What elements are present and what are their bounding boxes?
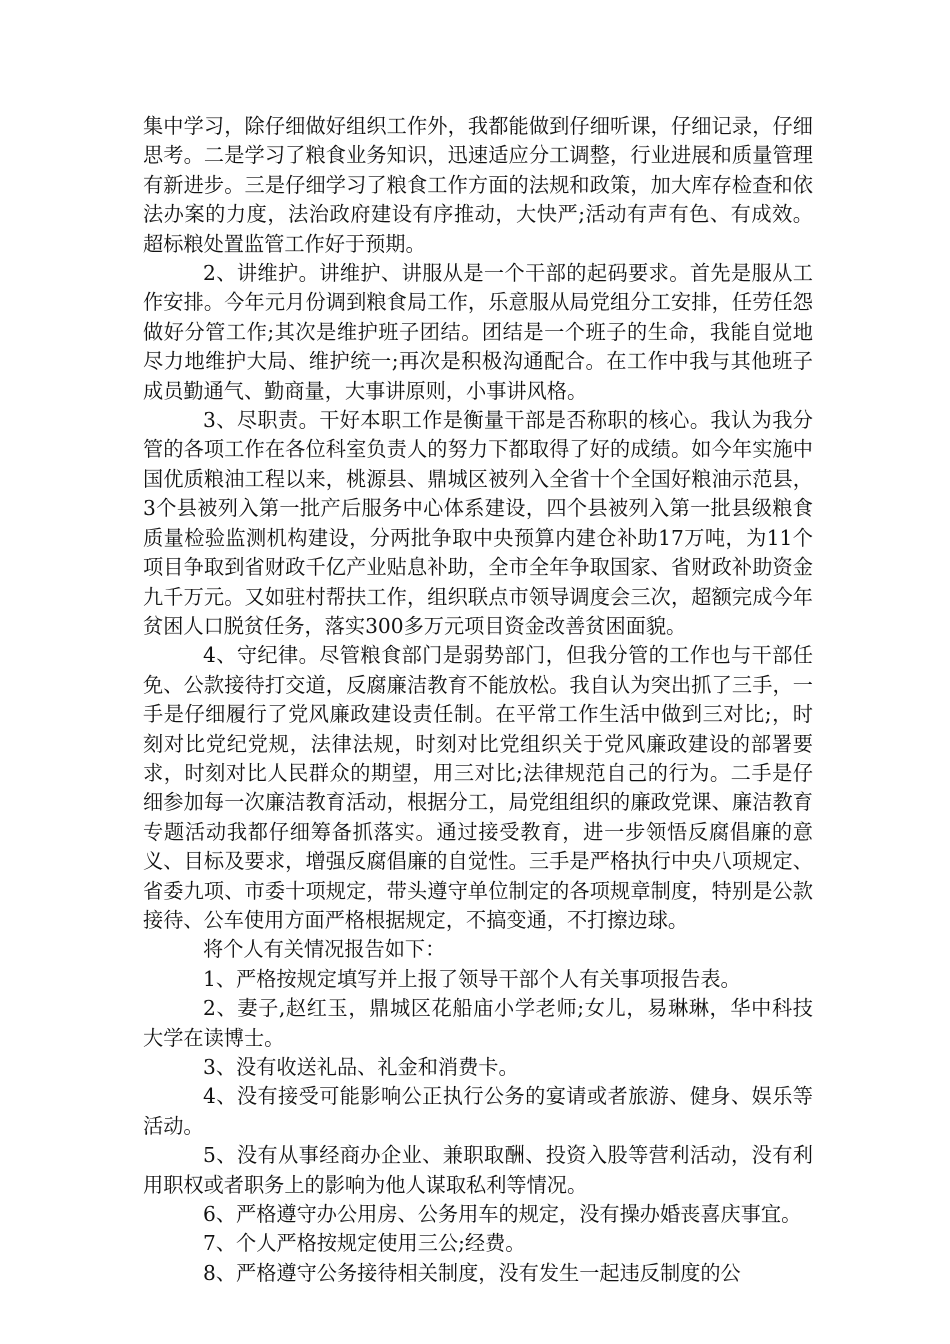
document-body [143,112,813,1288]
paragraph-continuation: 集中学习，除仔细做好组织工作外，我都能做到仔细听课，仔细记录，仔细思考。二是学习了粮食业务知识，迅速适应分工调整，行业进展和质量管理有新进步。三是仔细学习了粮食工作方面的法规和政策，加大库存检查和依法办案的力度，法治政府建设有序推动，大快严;活动有声有色、有成效。超标粮处置监管工作好于预期。 [143,114,813,256]
report-item-5: 5、没有从事经商办企业、兼职取酬、投资入股等营利活动，没有利用职权或者职务上的影响为他人谋取私利等情况。 [143,1143,813,1197]
paragraph-report-intro: 将个人有关情况报告如下： [203,937,446,962]
report-item-3: 3、没有收送礼品、礼金和消费卡。 [203,1055,519,1079]
report-item-8: 8、严格遵守公务接待相关制度，没有发生一起违反制度的公 [203,1260,741,1285]
report-item-7: 7、个人严格按规定使用三公;经费。 [203,1231,526,1256]
report-item-6: 6、严格遵守办公用房、公务用车的规定，没有操办婚丧喜庆事宜。 [203,1202,802,1227]
report-item-4: 4、没有接受可能影响公正执行公务的宴请或者旅游、健身、娱乐等活动。 [143,1084,813,1138]
paragraph-jiang-weihu: 2、讲维护。讲维护、讲服从是一个干部的起码要求。首先是服从工作安排。今年元月份调到粮食局工作，乐意服从局党组分工安排，任劳任怨做好分管工作;其次是维护班子团结。团结是一个班子的生命，我能自觉地尽力地维护大局、维护统一;再次是积极沟通配合。在工作中我与其他班子成员勤通气、勤商量，大事讲原则，小事讲风格。 [143,261,813,403]
report-item-1: 1、严格按规定填写并上报了领导干部个人有关事项报告表。 [203,966,741,991]
paragraph-shou-jilv: 4、守纪律。尽管粮食部门是弱势部门，但我分管的工作也与干部任免、公款接待打交道，反腐廉洁教育不能放松。我自认为突出抓了三手，一手是仔细履行了党风廉政建设责任制。在平常工作生活中做到三对比;，时刻对比党纪党规，法律法规，时刻对比党组织关于党风廉政建设的部署要求，时刻对比人民群众的期望，用三对比;法律规范自己的行为。二手是仔细参加每一次廉洁教育活动，根据分工，局党组组织的廉政党课、廉洁教育专题活动我都仔细筹备抓落实。通过接受教育，进一步领悟反腐倡廉的意义、目标及要求，增强反腐倡廉的自觉性。三手是严格执行中央八项规定、省委九项、市委十项规定，带头遵守单位制定的各项规章制度，特别是公款接待、公车使用方面严格根据规定，不搞变通，不打擦边球。 [143,643,813,932]
report-item-2: 2、妻子,赵红玉，鼎城区花船庙小学老师;女儿，易琳琳，华中科技大学在读博士。 [143,996,813,1050]
paragraph-jin-zhize: 3、尽职责。干好本职工作是衡量干部是否称职的核心。我认为我分管的各项工作在各位科室负责人的努力下都取得了好的成绩。如今年实施中国优质粮油工程以来，桃源县、鼎城区被列入全省十个全国好粮油示范县，3个县被列入第一批产后服务中心体系建设，四个县被列入第一批县级粮食质量检验监测机构建设，分两批争取中央预算内建仓补助17万吨，为11个项目争取到省财政千亿产业贴息补助，全市全年争取国家、省财政补助资金九千万元。又如驻村帮扶工作，组织联点市领导调度会三次，超额完成今年贫困人口脱贫任务，落实300多万元项目资金改善贫困面貌。 [143,408,813,638]
